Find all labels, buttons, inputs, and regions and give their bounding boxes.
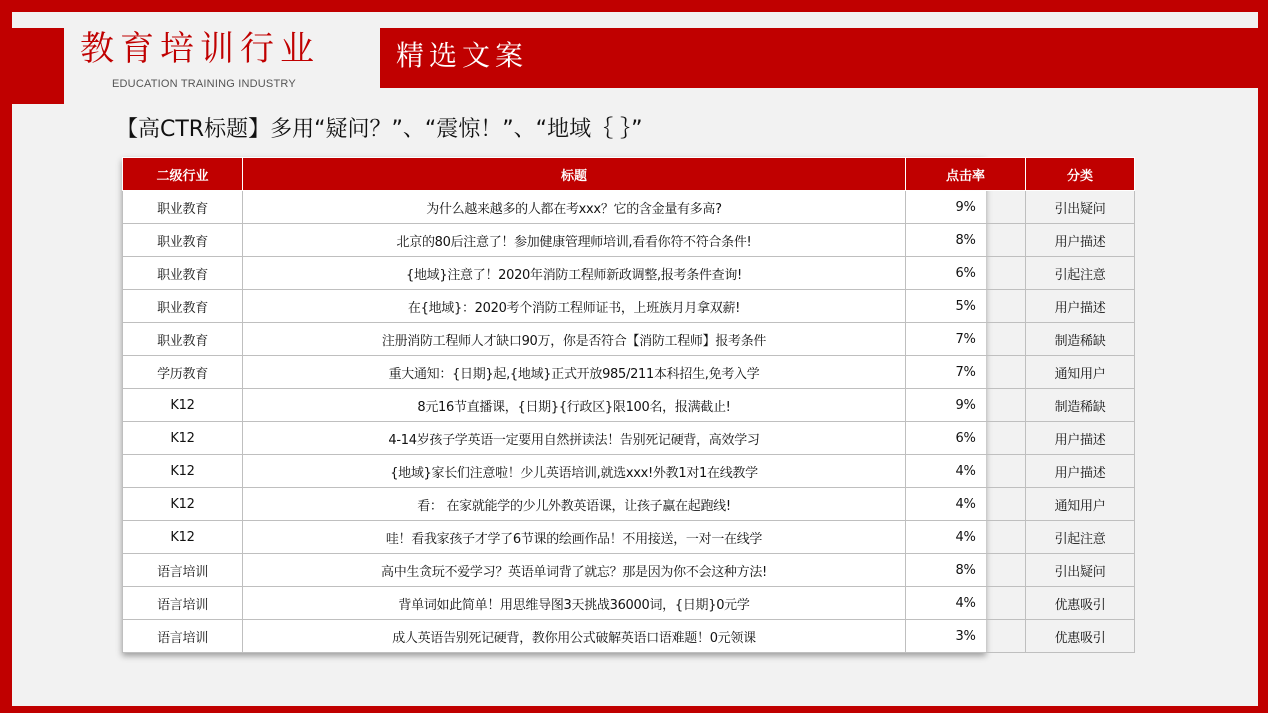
column-header-category: 分类	[1026, 158, 1135, 191]
cell-category: 引出疑问	[1026, 554, 1135, 587]
cell-category: 优惠吸引	[1026, 620, 1135, 653]
cell-category: 制造稀缺	[1026, 323, 1135, 356]
cell-ctr: 3%	[906, 620, 1026, 653]
cell-title: {地域}注意了！2020年消防工程师新政调整,报考条件查询!	[243, 257, 906, 290]
table-row	[123, 323, 1135, 356]
page-title: 教育培训行业	[80, 29, 320, 69]
cell-industry: 语言培训	[123, 587, 243, 620]
cell-ctr: 4%	[906, 455, 1026, 488]
cell-category: 引起注意	[1026, 257, 1135, 290]
cell-ctr: 9%	[906, 389, 1026, 422]
page-title-english: EDUCATION TRAINING INDUSTRY	[112, 78, 296, 90]
cell-industry: 语言培训	[123, 554, 243, 587]
cell-category: 用户描述	[1026, 290, 1135, 323]
cell-ctr: 7%	[906, 323, 1026, 356]
cell-title: 高中生贪玩不爱学习？英语单词背了就忘？那是因为你不会这种方法!	[243, 554, 906, 587]
cell-ctr: 9%	[906, 191, 1026, 224]
cell-category: 用户描述	[1026, 455, 1135, 488]
table-row	[123, 356, 1135, 389]
cell-ctr: 4%	[906, 587, 1026, 620]
decorative-red-block	[12, 28, 64, 104]
cell-title: 背单词如此简单！用思维导图3天挑战36000词，{日期}0元学	[243, 587, 906, 620]
cell-category: 引出疑问	[1026, 191, 1135, 224]
cell-title: 4-14岁孩子学英语一定要用自然拼读法！告别死记硬背，高效学习	[243, 422, 906, 455]
cell-industry: 职业教育	[123, 323, 243, 356]
cell-industry: K12	[123, 488, 243, 521]
table-row	[123, 488, 1135, 521]
table-row	[123, 521, 1135, 554]
section-banner-label: 精选文案	[396, 39, 529, 72]
cell-title: 在{地域}：2020考个消防工程师证书，上班族月月拿双薪!	[243, 290, 906, 323]
cell-category: 制造稀缺	[1026, 389, 1135, 422]
cell-industry: K12	[123, 521, 243, 554]
table-row	[123, 422, 1135, 455]
table-row	[123, 554, 1135, 587]
cell-category: 优惠吸引	[1026, 587, 1135, 620]
cell-industry: 职业教育	[123, 191, 243, 224]
table-subtitle: 【高CTR标题】多用“疑问？”、“震惊！”、“地域｛ ｝”	[116, 117, 643, 142]
cell-ctr: 8%	[906, 554, 1026, 587]
section-banner	[380, 28, 1258, 88]
cell-ctr: 4%	[906, 488, 1026, 521]
cell-title: {地域}家长们注意啦！少儿英语培训,就选xxx!外教1对1在线教学	[243, 455, 906, 488]
cell-industry: K12	[123, 389, 243, 422]
cell-title: 北京的80后注意了！参加健康管理师培训,看看你符不符合条件!	[243, 224, 906, 257]
cell-category: 引起注意	[1026, 521, 1135, 554]
table-row	[123, 290, 1135, 323]
cell-industry: 职业教育	[123, 257, 243, 290]
table-row	[123, 587, 1135, 620]
table-row	[123, 620, 1135, 653]
cell-title: 重大通知：{日期}起,{地域}正式开放985/211本科招生,免考入学	[243, 356, 906, 389]
column-header-title: 标题	[243, 158, 906, 191]
column-header-industry: 二级行业	[123, 158, 243, 191]
cell-industry: K12	[123, 422, 243, 455]
table-row	[123, 257, 1135, 290]
cell-title: 为什么越来越多的人都在考xxx？它的含金量有多高?	[243, 191, 906, 224]
cell-title: 看： 在家就能学的少儿外教英语课，让孩子赢在起跑线!	[243, 488, 906, 521]
cell-category: 通知用户	[1026, 356, 1135, 389]
cell-ctr: 5%	[906, 290, 1026, 323]
table-row	[123, 191, 1135, 224]
cell-title: 8元16节直播课，{日期}{行政区}限100名，报满截止!	[243, 389, 906, 422]
cell-category: 用户描述	[1026, 422, 1135, 455]
cell-title: 成人英语告别死记硬背，教你用公式破解英语口语难题！0元领课	[243, 620, 906, 653]
table-body	[123, 191, 1135, 653]
cell-title: 哇！看我家孩子才学了6节课的绘画作品！不用接送，一对一在线学	[243, 521, 906, 554]
cell-title: 注册消防工程师人才缺口90万，你是否符合【消防工程师】报考条件	[243, 323, 906, 356]
cell-ctr: 8%	[906, 224, 1026, 257]
cell-industry: 语言培训	[123, 620, 243, 653]
cell-category: 用户描述	[1026, 224, 1135, 257]
cell-category: 通知用户	[1026, 488, 1135, 521]
copy-table	[122, 157, 1106, 653]
table-row	[123, 389, 1135, 422]
cell-industry: K12	[123, 455, 243, 488]
column-header-ctr: 点击率	[906, 158, 1026, 191]
cell-industry: 学历教育	[123, 356, 243, 389]
cell-ctr: 7%	[906, 356, 1026, 389]
slide	[12, 12, 1258, 706]
cell-industry: 职业教育	[123, 224, 243, 257]
cell-ctr: 6%	[906, 422, 1026, 455]
table-row	[123, 455, 1135, 488]
cell-industry: 职业教育	[123, 290, 243, 323]
cell-ctr: 4%	[906, 521, 1026, 554]
table-row	[123, 224, 1135, 257]
table-header-row	[123, 158, 1135, 191]
cell-ctr: 6%	[906, 257, 1026, 290]
